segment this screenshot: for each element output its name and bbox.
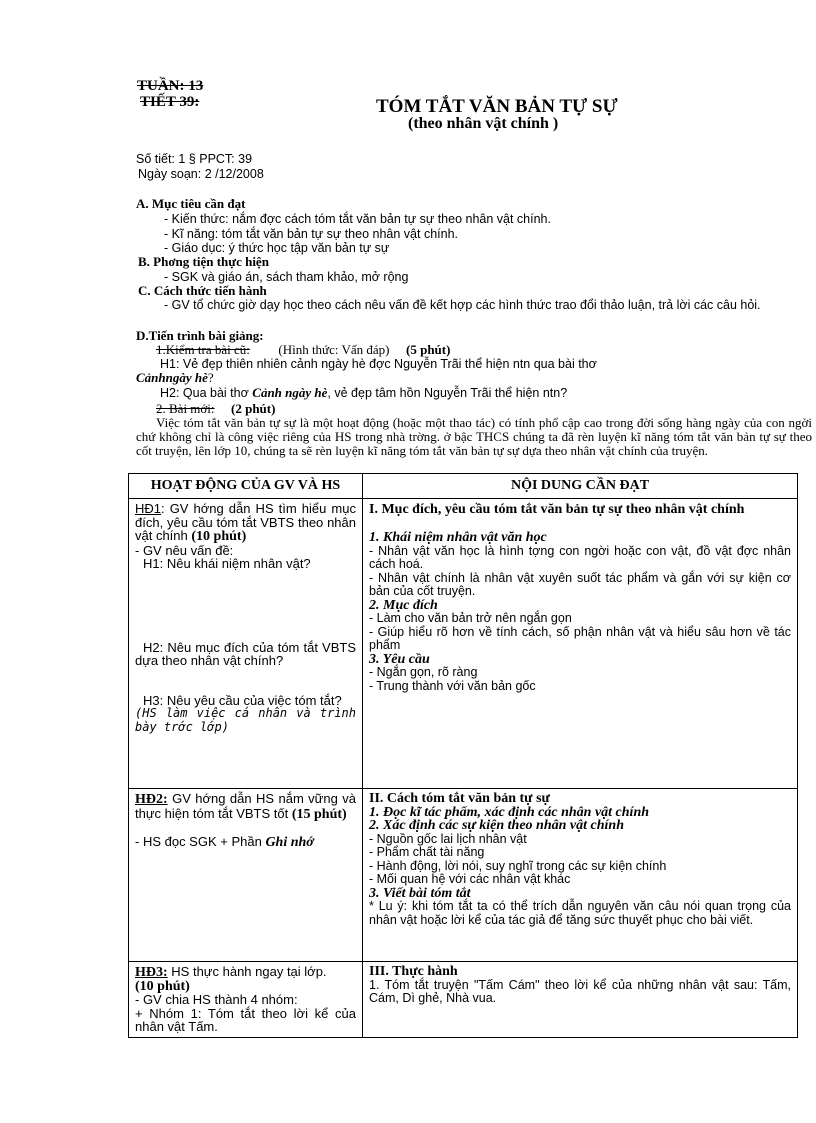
section-a-heading: A. Mục tiêu cần đạt: [136, 196, 246, 211]
new-lesson-label: 2. Bài mới:: [156, 401, 215, 416]
lesson-label: TIẾT 39:: [140, 94, 200, 110]
activity-cell: [129, 789, 363, 962]
question-h1-end: [136, 371, 214, 385]
question: H2: Nêu mục đích của tóm tắt VBTS dựa theo nhân vật chính?: [135, 639, 356, 668]
activity-time: (15 phút): [291, 806, 347, 822]
table-row: [129, 962, 798, 1038]
activity-text: : GV hớng dẫn HS tìm hiểu mục đích, yêu cầu tóm tắt VBTS theo nhân vật chính: [135, 501, 356, 543]
section-c-text: - GV tổ chức giờ dạy học theo cách nêu vấn đề kết hợp các hình thức trao đổi thảo luận, trả lời các câu hỏi.: [164, 298, 761, 312]
content-subheading: 1. Đọc kĩ tác phẩm, xác định các nhân vật chính: [369, 804, 650, 820]
col-activity-header: HOẠT ĐỘNG CỦA GV VÀ HS: [129, 474, 363, 499]
memo-label: Ghi nhớ: [265, 835, 314, 850]
question-h2-start: H2: Qua bài thơ: [160, 386, 253, 400]
content-subheading: 3. Viết bài tóm tắt: [369, 885, 471, 901]
poem-title: Cảnh ngày hè: [252, 385, 328, 400]
section-d-heading: D.Tiến trình bài giảng:: [136, 328, 264, 343]
content-item: 1. Tóm tắt truyện "Tấm Cám" theo lời kể của những nhân vật sau: Tấm, Cám, Dì ghẻ, Nhà vua.: [369, 977, 791, 1005]
period-count: Số tiết: 1 § PPCT: 39: [136, 152, 253, 166]
content-item: - Hành động, lời nói, suy nghĩ trong các sự kiện chính: [369, 858, 667, 873]
activity-label: HĐ3:: [135, 965, 168, 980]
content-item: - Giúp hiểu rõ hơn về tính cách, số phận nhân vật và hiểu sâu hơn về tác phẩm: [369, 624, 791, 652]
new-lesson-time: (2 phút): [231, 401, 276, 416]
table-row: [129, 499, 798, 789]
table-header-row: [129, 474, 798, 499]
section-b-heading: B. Phơng tiện thực hiện: [138, 254, 269, 269]
question: H3: Nêu yêu cầu của việc tóm tắt?: [143, 692, 342, 708]
intro-paragraph: Việc tóm tắt văn bản tự sự là một hoạt động (hoặc một thao tác) có tính phổ cập cao trong đời sống hàng ngày của con ngời chứ không chỉ là công việc riêng của HS trong nhà trờng. ở bậc THCS chúng ta đã rèn luyện kĩ năng tóm tắt văn bản tự sự theo cốt truyện, lên lớp 10, chúng ta sẽ rèn luyện kĩ năng tóm tắt văn bản tự sự dựa theo nhân vật chính của truyện.: [136, 415, 812, 458]
review-form: (Hình thức: Vấn đáp): [278, 342, 390, 357]
lesson-table: [128, 473, 798, 1038]
question: H1: Nêu khái niệm nhân vật?: [143, 556, 311, 571]
review-line: [156, 343, 450, 357]
content-item: - Mối quan hệ với các nhân vật khác: [369, 872, 571, 886]
content-heading: I. Mục đích, yêu cầu tóm tắt văn bản tự sự theo nhân vật chính: [369, 502, 745, 517]
content-cell: [363, 962, 798, 1038]
content-item: - Làm cho văn bản trở nên ngắn gọn: [369, 611, 572, 625]
col-content-header: NỘI DUNG CẦN ĐẠT: [363, 474, 798, 499]
activity-step: - GV chia HS thành 4 nhóm:: [135, 992, 298, 1007]
activity-time: (10 phút): [135, 978, 190, 994]
review-time: (5 phút): [406, 342, 451, 357]
content-cell: [363, 499, 798, 789]
content-subheading: 1. Khái niệm nhân vật văn học: [369, 530, 547, 545]
activity-step: - GV nêu vấn đề:: [135, 542, 234, 558]
section-c-heading: C. Cách thức tiến hành: [138, 283, 267, 298]
activity-cell: [129, 962, 363, 1038]
activity-cell: [129, 499, 363, 789]
content-item: - Ngắn gọn, rõ ràng: [369, 665, 478, 679]
section-a-item: - Kiến thức: nắm đợc cách tóm tắt văn bản tự sự theo nhân vật chính.: [164, 212, 551, 226]
content-item: - Nguồn gốc lai lịch nhân vật: [369, 831, 527, 846]
question-h2: [160, 386, 567, 400]
poem-title: Cảnhngày hè: [136, 370, 208, 385]
activity-step: - HS đọc SGK + Phần: [135, 834, 266, 849]
section-a-item: - Giáo dục: ý thức học tập văn bản tự sự: [164, 241, 390, 255]
question-mark: ?: [207, 370, 214, 385]
content-item: - Phẩm chất tài năng: [369, 845, 485, 859]
activity-label: HĐ1: [135, 501, 162, 516]
content-item: - Trung thành với văn bản gốc: [369, 678, 536, 693]
new-lesson-line: [156, 402, 275, 416]
review-label: 1.Kiểm tra bài cũ:: [156, 342, 250, 357]
question-h1: H1: Vẻ đẹp thiên nhiên cảnh ngày hè đợc Nguyễn Trãi thể hiện ntn qua bài thơ: [160, 357, 597, 371]
section-b-item: - SGK và giáo án, sách tham khảo, mở rộng: [164, 270, 409, 284]
content-cell: [363, 789, 798, 962]
prepare-date: Ngày soạn: 2 /12/2008: [138, 167, 264, 181]
activity-label: HĐ2:: [135, 792, 168, 807]
week-label: TUẦN: 13: [137, 78, 204, 94]
content-subheading: 2. Mục đích: [369, 597, 438, 613]
content-subheading: 3. Yêu cầu: [369, 651, 430, 667]
page-subtitle: (theo nhân vật chính ): [408, 115, 559, 132]
content-item: - Nhân vật văn học là hình tợng con ngời hoặc con vật, đồ vật đợc nhân cách hoá.: [369, 543, 791, 571]
content-subheading: 2. Xác định các sự kiện theo nhân vật chính: [369, 818, 624, 833]
content-item: - Nhân vật chính là nhân vật xuyên suốt tác phẩm và gắn với sự kiện cơ bản của cốt truyện.: [369, 570, 791, 598]
content-heading: II. Cách tóm tắt văn bản tự sự: [369, 791, 550, 806]
page-title: TÓM TẮT VĂN BẢN TỰ SỰ: [376, 96, 618, 117]
question-h2-end: , vẻ đẹp tâm hồn Nguyễn Trãi thể hiện ntn?: [327, 386, 568, 400]
activity-time: (10 phút): [191, 529, 247, 544]
section-a-item: - Kĩ năng: tóm tắt văn bản tự sự theo nhân vật chính.: [164, 227, 458, 241]
group-task: + Nhóm 1: Tóm tắt theo lời kể của nhân vật Tấm.: [135, 1005, 356, 1034]
activity-text: HS thực hành ngay tại lớp.: [167, 964, 327, 979]
activity-text: GV hớng dẫn HS nắm vững và thực hiện tóm tắt VBTS tốt: [135, 791, 356, 821]
student-note: (HS làm việc cá nhân và trình bày trớc lớp): [135, 706, 356, 734]
content-note: * Lu ý: khi tóm tắt ta có thể trích dẫn nguyên văn câu nói quan trọng của nhân vật hoặc lời kể của tác giả để tăng sức thuyết phục cho bài viết.: [369, 899, 791, 927]
table-row: [129, 789, 798, 962]
content-heading: III. Thực hành: [369, 964, 458, 979]
